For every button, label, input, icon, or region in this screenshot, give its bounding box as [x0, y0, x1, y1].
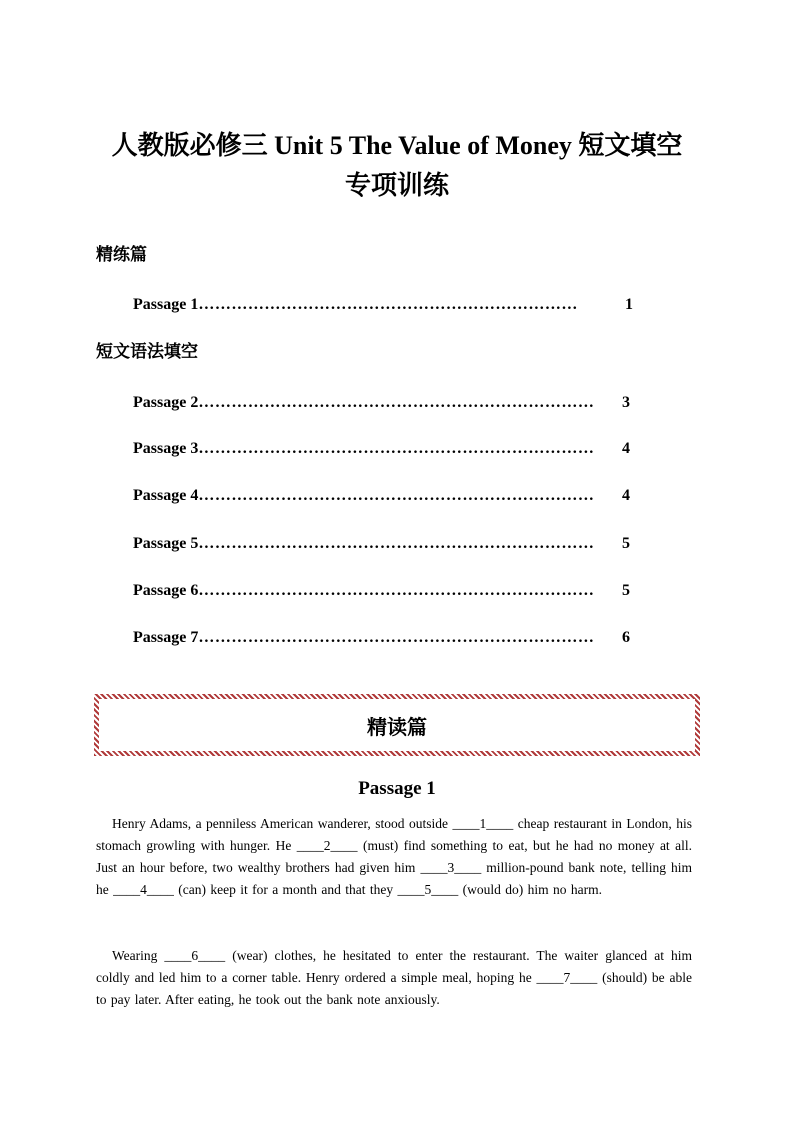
toc-item-passage-5[interactable]: [133, 532, 630, 556]
toc-section-label-grammar: 短文语法填空: [96, 342, 198, 361]
toc-page-number: 4: [622, 487, 630, 504]
section-banner: [94, 694, 700, 756]
toc-leader-dots: ………………………………………………………………: [198, 629, 595, 646]
toc-leader-dots: ………………………………………………………………: [198, 582, 595, 599]
toc-page-number: 6: [622, 629, 630, 646]
passage-paragraph-2: Wearing ____6____ (wear) clothes, he hesitated to enter the restaurant. The waiter glanced at him coldly and led him to a corner table. Henry ordered a simple meal, hoping he ____7____ (should) be able to pay later. After eating, he took out the bank note anxiously.: [96, 948, 692, 1007]
toc-item-name: Passage 4: [133, 487, 199, 504]
toc-item-passage-7[interactable]: [133, 626, 630, 650]
toc-item-name: Passage 2: [133, 394, 199, 411]
toc-leader-dots: ………………………………………………………………: [198, 487, 595, 504]
passage-paragraph-1: Henry Adams, a penniless American wanderer, stood outside ____1____ cheap restaurant in London, his stomach growling with hunger. He ____2____ (must) find something to eat, but he had no money at all. Just an hour before, two wealthy brothers had given him ____3____ million-pound bank note, telling him he ____4____ (can) keep it for a month and that they ____5____ (would do) him no harm.: [96, 816, 692, 897]
document-title-line-1: 人教版必修三 Unit 5 The Value of Money 短文填空: [111, 131, 683, 160]
toc-leader-dots: ……………………………………………………………: [198, 296, 578, 313]
toc-item-name: Passage 5: [133, 535, 199, 552]
toc-item-passage-3[interactable]: [133, 437, 630, 461]
toc-leader-dots: ………………………………………………………………: [198, 394, 595, 411]
toc-page-number: 5: [622, 582, 630, 599]
toc-item-passage-4[interactable]: [133, 484, 630, 508]
toc-item-name: Passage 3: [133, 440, 199, 457]
toc-leader-dots: ………………………………………………………………: [198, 440, 595, 457]
section-banner-title: 精读篇: [99, 699, 695, 751]
toc-item-name: Passage 1: [133, 296, 199, 313]
toc-item-name: Passage 6: [133, 582, 199, 599]
toc-page-number: 1: [625, 296, 633, 313]
toc-item-passage-1[interactable]: [133, 293, 633, 317]
toc-item-passage-6[interactable]: [133, 579, 630, 603]
document-title-line-2: 专项训练: [344, 171, 449, 200]
passage-title: Passage 1: [358, 778, 436, 799]
toc-section-label-intensive: 精练篇: [96, 245, 147, 264]
toc-leader-dots: ………………………………………………………………: [198, 535, 595, 552]
toc-page-number: 5: [622, 535, 630, 552]
toc-item-name: Passage 7: [133, 629, 199, 646]
toc-page-number: 4: [622, 440, 630, 457]
toc-page-number: 3: [622, 394, 630, 411]
toc-item-passage-2[interactable]: [133, 391, 630, 415]
